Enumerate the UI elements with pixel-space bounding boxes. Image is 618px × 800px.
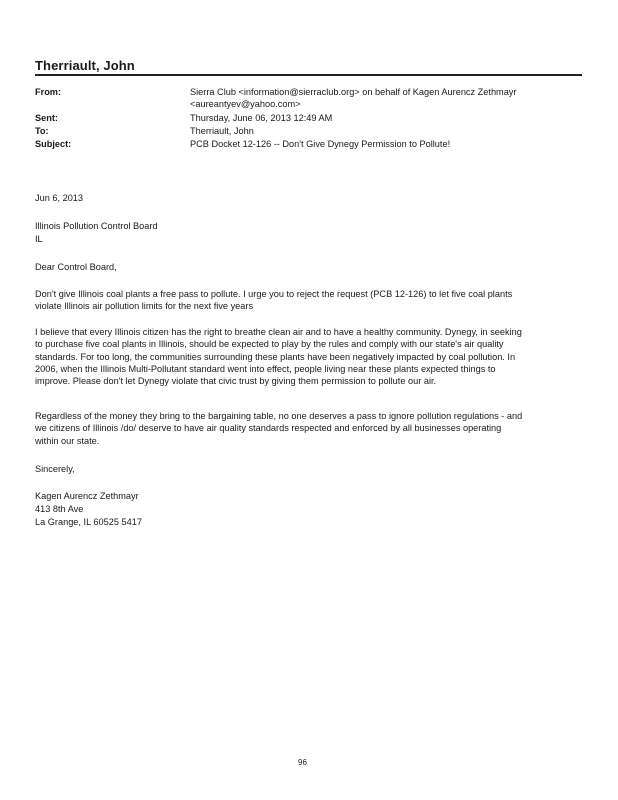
to-label: To: bbox=[35, 126, 49, 136]
paragraph-2-line: to purchase five coal plants in Illinois, should be expected to play by the rules and comply with our state's air quality bbox=[35, 339, 504, 350]
sent-value: Thursday, June 06, 2013 12:49 AM bbox=[190, 113, 333, 123]
recipient-line-2: IL bbox=[35, 234, 43, 244]
subject-value: PCB Docket 12-126 -- Don't Give Dynegy Permission to Pollute! bbox=[190, 139, 451, 149]
paragraph-2 bbox=[35, 326, 587, 387]
paragraph-2-line: improve. Please don't let Dynegy violate that civic trust by giving them permission to pollute our air. bbox=[35, 376, 437, 387]
sender-heading: Therriault, John bbox=[35, 58, 135, 73]
salutation: Dear Control Board, bbox=[35, 262, 117, 272]
letter-date: Jun 6, 2013 bbox=[35, 193, 84, 203]
paragraph-1-line: violate Illinois air pollution limits for the next five years bbox=[35, 301, 254, 312]
page-number: 96 bbox=[298, 758, 307, 767]
signature-address-2: La Grange, IL 60525 5417 bbox=[35, 517, 142, 527]
sent-label: Sent: bbox=[35, 113, 58, 123]
paragraph-2-line: 2006, when the Illinois Multi-Pollutant standard went into effect, people living near these plants expected things to bbox=[35, 363, 496, 374]
from-label: From: bbox=[35, 87, 62, 97]
paragraph-3 bbox=[35, 410, 587, 447]
signature-address-1: 413 8th Ave bbox=[35, 504, 84, 514]
to-value: Therriault, John bbox=[190, 126, 254, 136]
paragraph-2-line: I believe that every Illinois citizen has the right to breathe clean air and to have a healthy community. Dynegy, in seeking bbox=[35, 327, 522, 337]
from-value-email: <aureantyev@yahoo.com> bbox=[190, 99, 301, 109]
paragraph-2-line: standards. For too long, the communities surrounding these plants have been negatively impacted by coal pollution. In bbox=[35, 351, 516, 362]
recipient-line-1: Illinois Pollution Control Board bbox=[35, 221, 158, 231]
paragraph-3-line: we citizens of Illinois /do/ deserve to have air quality standards respected and enforced by all businesses operating bbox=[35, 423, 502, 434]
closing: Sincerely, bbox=[35, 464, 75, 474]
paragraph-3-line: within our state. bbox=[35, 435, 100, 446]
signature-name: Kagen Aurencz Zethmayr bbox=[35, 491, 139, 501]
from-value: Sierra Club <information@sierraclub.org> on behalf of Kagen Aurencz Zethmayr bbox=[190, 87, 517, 97]
header-divider bbox=[35, 74, 582, 76]
subject-label: Subject: bbox=[35, 139, 72, 149]
paragraph-1-line: Don't give Illinois coal plants a free pass to pollute. I urge you to reject the request (PCB 12-126) to let five coal plants bbox=[35, 289, 513, 299]
paragraph-1 bbox=[35, 288, 587, 313]
paragraph-3-line: Regardless of the money they bring to the bargaining table, no one deserves a pass to ignore pollution regulations - and bbox=[35, 411, 523, 421]
